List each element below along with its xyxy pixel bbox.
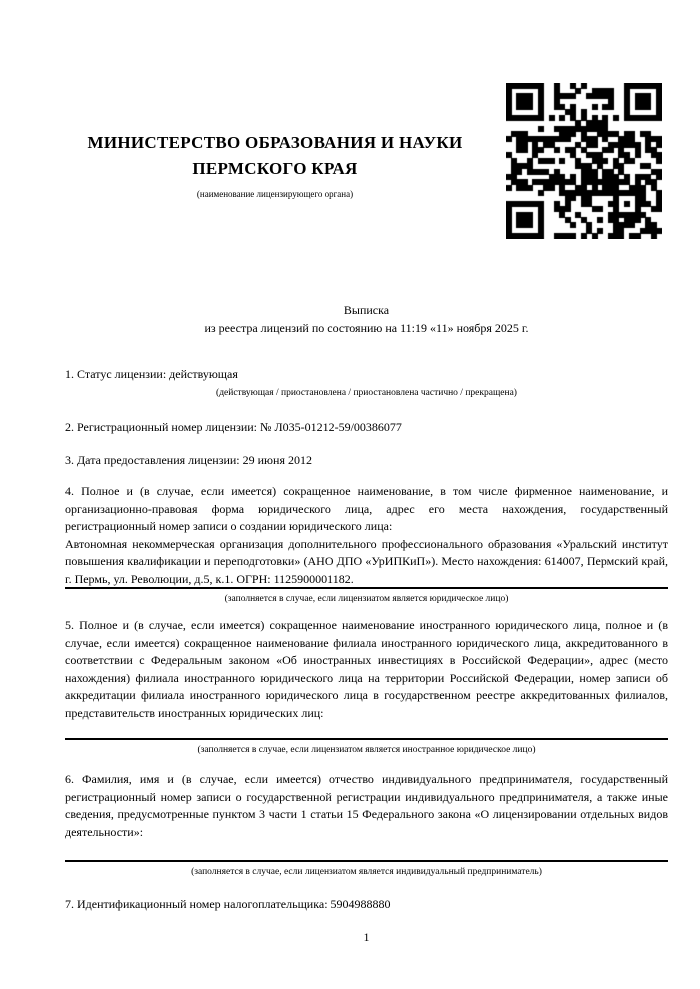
registration-number-line: 2. Регистрационный номер лицензии: № Л035-01212-59/00386077: [65, 420, 402, 434]
foreign-entity-label: 5. Полное и (в случае, если имеется) сокращенное наименование иностранного юридического лица, полное и (в случае, если имеется) сокращенное наименование филиала иностранного юридического лица, аккредитованного в соответствии с Федеральным законом «Об иностранных инвестициях в Российской Федерации», адрес (место нахождения) филиала иностранного юридического лица на территории Российской Федерации, номер записи об аккредитации филиала иностранного юридического лица в государственном реестре аккредитованных филиалов, представительств иностранных юридических лиц:: [65, 618, 668, 720]
entrepreneur-caption: (заполняется в случае, если лицензиатом является индивидуальный предприниматель): [191, 867, 542, 877]
legal-entity-caption: (заполняется в случае, если лицензиатом является юридическое лицо): [224, 594, 509, 604]
foreign-entity-field-rule: [65, 738, 668, 740]
legal-entity-section: [65, 483, 668, 588]
entrepreneur-section: [65, 771, 668, 841]
document-title-block: [65, 302, 668, 337]
foreign-entity-section: [65, 617, 668, 722]
ministry-caption: (наименование лицензирующего органа): [196, 189, 354, 199]
status-options-caption: (действующая / приостановлена / приостановлена частично / прекращена): [216, 388, 517, 398]
legal-entity-field-rule: [65, 587, 668, 589]
document-title: Выписка: [343, 303, 390, 317]
grant-date-line: 3. Дата предоставления лицензии: 29 июня 2012: [65, 453, 312, 467]
foreign-entity-caption: (заполняется в случае, если лицензиатом является иностранное юридическое лицо): [197, 745, 536, 755]
entrepreneur-field-rule: [65, 860, 668, 862]
qr-code: [506, 83, 662, 239]
document-subtitle: из реестра лицензий по состоянию на 11:19 «11» ноября 2025 г.: [204, 320, 529, 335]
entrepreneur-label: 6. Фамилия, имя и (в случае, если имеется) отчество индивидуального предпринимателя, государственный регистрационный номер записи о государственной регистрации индивидуального предпринимателя, а также иные сведения, предусмотренные пунктом 3 части 1 статьи 15 Федерального закона «О лицензировании отдельных видов деятельности»:: [65, 772, 668, 839]
ministry-header: [65, 130, 485, 200]
legal-entity-label: 4. Полное и (в случае, если имеется) сокращенное наименование, в том числе фирменное наименование, и организационно-правовая форма юридического лица, адрес его места нахождения, государственный регистрационный номер записи о создании юридического лица:: [65, 484, 668, 533]
qr-code-canvas: [506, 83, 662, 239]
ministry-name-line1: МИНИСТЕРСТВО ОБРАЗОВАНИЯ И НАУКИ: [87, 133, 463, 152]
legal-entity-value: Автономная некоммерческая организация дополнительного профессионального образования «Уральский институт повышения квалификации и переподготовки» (АНО ДПО «УрИПКиП»). Место нахождения: 614007, Пермский край, г. Пермь, ул. Революции, д.5, к.1. ОГРН: 1125900001182.: [65, 536, 668, 586]
ministry-name-line2: ПЕРМСКОГО КРАЯ: [192, 159, 358, 178]
license-status-line: 1. Статус лицензии: действующая: [65, 367, 238, 381]
taxpayer-number-line: 7. Идентификационный номер налогоплательщика: 5904988880: [65, 897, 391, 911]
page-number: 1: [363, 930, 370, 944]
